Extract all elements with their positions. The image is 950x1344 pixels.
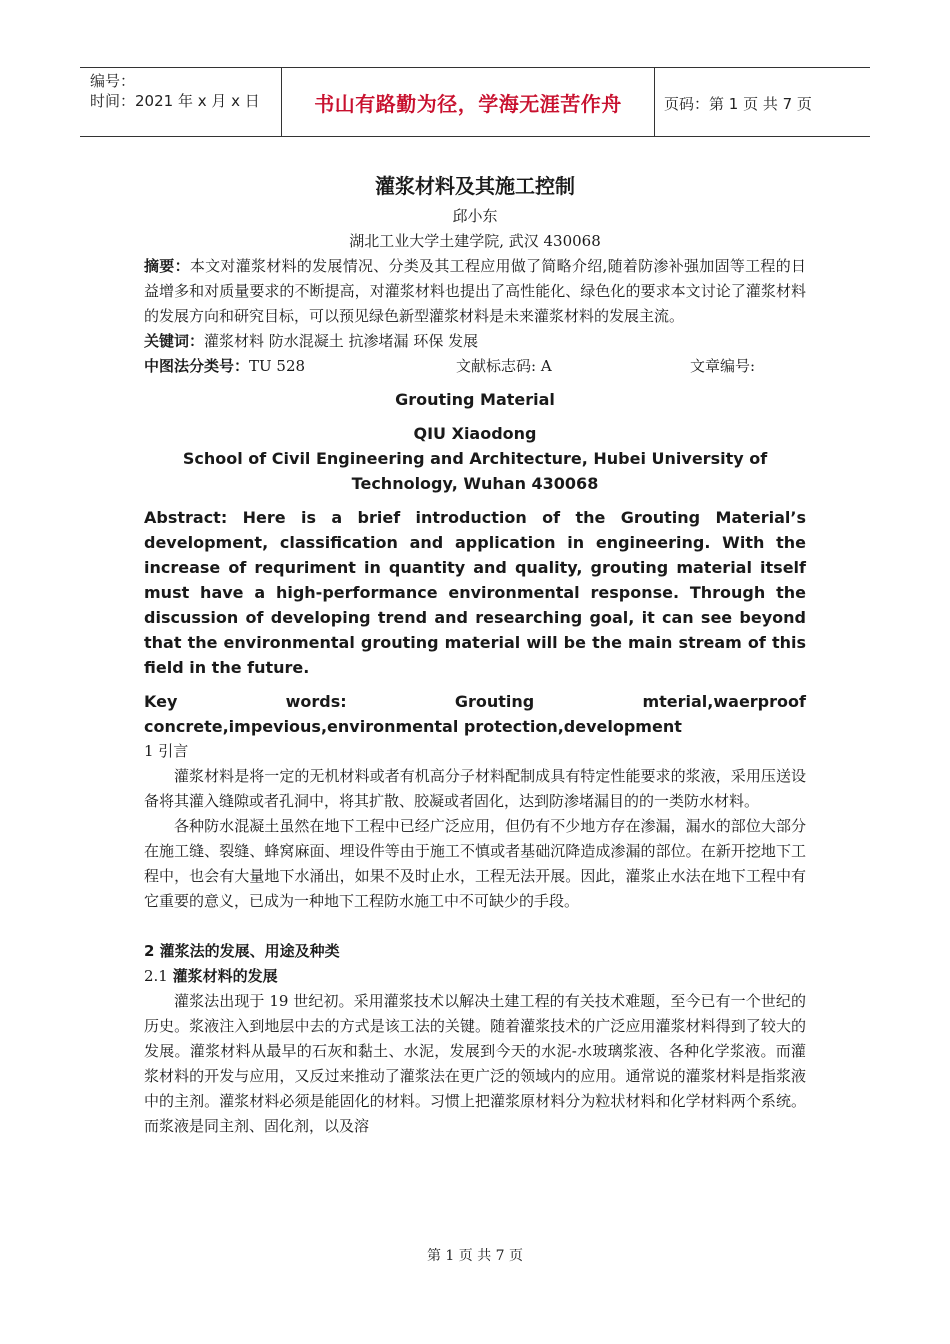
english-abstract: Abstract: Here is a brief introduction of the Grouting Material’s development, classification and application in engineering. With the increase of requriment in quantity and quality, grouting material itself must have a high-performance environmental response. Through the discussion of developing trend and researching goal, it can see beyond that the environmental grouting material will be the main stream of this field in the future. [144, 508, 806, 677]
section-1-paragraph: 各种防水混凝土虽然在地下工程中已经广泛应用，但仍有不少地方存在渗漏，漏水的部位大部分在施工缝、裂缝、蜂窝麻面、埋设件等由于施工不慎或者基础沉降造成渗漏的部位。在新开挖地下工程中，也会有大量地下水涌出，如果不及时止水，工程无法开展。因此，灌浆止水法在地下工程中有它重要的意义，已成为一种地下工程防水施工中不可缺少的手段。 [144, 817, 806, 910]
paper-content [144, 168, 806, 1139]
spacer [144, 914, 806, 939]
english-keywords-line [144, 689, 806, 714]
kw-word: words: [285, 692, 347, 711]
time-label: 时间：2021 年 x 月 x 日 [90, 92, 260, 110]
keywords-label: 关键词： [144, 332, 205, 350]
section-2-heading: 2 灌浆法的发展、用途及种类 [144, 942, 340, 960]
english-affiliation-line: School of Civil Engineering and Architecture, Hubei University of [182, 449, 768, 468]
section-2-1-heading [144, 964, 806, 989]
kw-word: mterial,waerproof [642, 692, 806, 711]
kw-word: Grouting [454, 692, 535, 711]
paper-title: 灌浆材料及其施工控制 [375, 174, 575, 198]
section-1-paragraph: 灌浆材料是将一定的无机材料或者有机高分子材料配制成具有特定性能要求的浆液，采用压送设备将其灌入缝隙或者孔洞中，将其扩散、胶凝或者固化，达到防渗堵漏目的的一类防水材料。 [144, 767, 806, 810]
abstract-text: 本文对灌浆材料的发展情况、分类及其工程应用做了简略介绍,随着防渗补强加固等工程的日益增多和对质量要求的不断提高，对灌浆材料也提出了高性能化、绿色化的要求本文讨论了灌浆材料的发展方向和研究目标，可以预见绿色新型灌浆材料是未来灌浆材料的发展主流。 [144, 257, 806, 325]
header-motto: 书山有路勤为径，学海无涯苦作舟 [314, 92, 622, 116]
header-page-info: 页码：第 1 页 共 7 页 [664, 95, 812, 113]
english-affiliation-line: Technology, Wuhan 430068 [351, 474, 599, 493]
abstract [144, 254, 806, 329]
header-divider [654, 68, 655, 136]
english-affiliation [144, 446, 806, 496]
paper-affiliation: 湖北工业大学土建学院, 武汉 430068 [349, 232, 601, 250]
doc-code: 文献标志码: A [456, 357, 552, 375]
abstract-label: 摘要： [144, 257, 190, 275]
page-footer: 第 1 页 共 7 页 [426, 1248, 524, 1264]
english-keywords [144, 689, 806, 739]
number-label: 编号： [90, 72, 136, 90]
section-1-heading: 1 引言 [144, 742, 189, 760]
keywords-text: 灌浆材料 防水混凝土 抗渗堵漏 环保 发展 [204, 332, 479, 350]
english-author: QIU Xiaodong [413, 424, 537, 443]
section-number: 2.1 [144, 967, 173, 985]
keywords [144, 329, 806, 354]
section-title: 灌浆材料的发展 [172, 967, 278, 985]
clc-value: TU 528 [249, 357, 306, 375]
paper-author: 邱小东 [452, 207, 498, 225]
article-number: 文章编号: [690, 357, 756, 375]
english-keywords-line: concrete,impevious,environmental protection,development [144, 717, 682, 736]
header-meta [90, 71, 260, 111]
classification-row [144, 354, 806, 379]
kw-word: Key [144, 692, 178, 711]
section-2-1-paragraph: 灌浆法出现于 19 世纪初。采用灌浆技术以解决土建工程的有关技术难题，至今已有一个世纪的历史。浆液注入到地层中去的方式是该工法的关键。随着灌浆技术的广泛应用灌浆材料得到了较大的发展。灌浆材料从最早的石灰和黏土、水泥，发展到今天的水泥-水玻璃浆液、各种化学浆液。而灌浆材料的开发与应用，又反过来推动了灌浆法在更广泛的领域内的应用。通常说的灌浆材料是指浆液中的主剂。灌浆材料必须是能固化的材料。习惯上把灌浆原材料分为粒状材料和化学材料两个系统。而浆液是同主剂、固化剂，以及溶 [144, 992, 806, 1135]
page-header [80, 67, 870, 137]
english-title: Grouting Material [395, 390, 555, 409]
clc-label: 中图法分类号： [144, 357, 250, 375]
